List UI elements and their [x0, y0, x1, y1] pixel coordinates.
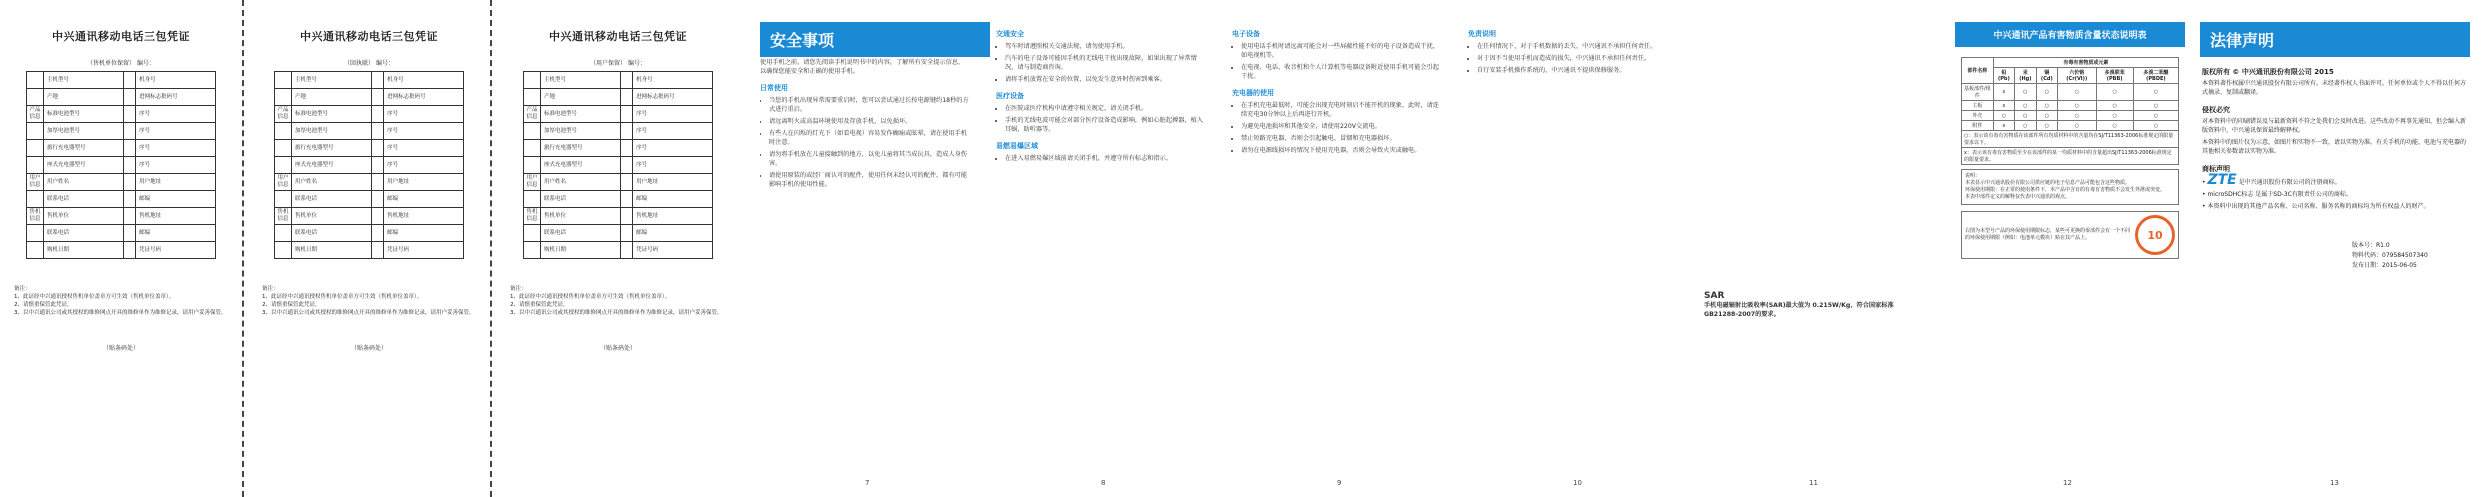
cell: 用户地址	[384, 174, 464, 191]
table-row: 附件 x ○ ○ ○ ○ ○	[1962, 121, 2179, 131]
cell: 加厚电池型号	[541, 123, 621, 140]
cell: 序号	[384, 106, 464, 123]
note: x：表示该有毒有害物质至少在该部件的某一均质材料中的含量超出SJ/T11363-2006标准规定的限量要求。	[1962, 148, 2179, 165]
cell: 用户姓名	[541, 174, 621, 191]
cell: 机身号	[384, 72, 464, 89]
group-label: 售机信息	[27, 208, 44, 225]
cell: 邮编	[136, 191, 216, 208]
note: 3、以中兴通讯公司或其授权的维修网点开具的维修单作为维修记录，请用户妥善保管。	[14, 310, 227, 316]
hazard-page	[1955, 0, 2185, 497]
epup-icon: 10	[2135, 215, 2175, 255]
list-item: • 当您的手机出现异常需要重启时，您可以尝试通过长按电源键约18秒的方式进行重启。	[769, 96, 970, 114]
col-header: 铅(Pb)	[1993, 68, 2014, 84]
cell: 序号	[136, 140, 216, 157]
group-label: 用户信息	[275, 174, 292, 191]
disclaimer-title: 免责说明	[1468, 30, 1496, 38]
notice-title: 侵权必究	[2202, 106, 2230, 114]
note: 备注：	[14, 286, 31, 292]
table-row: 基板部件/组件 x ○ ○ ○ ○ ○	[1962, 84, 2179, 101]
cell: 座式充电器型号	[292, 157, 372, 174]
list-item: • 禁止短路充电器，否则会引起触电、冒烟和充电器损坏。	[1241, 134, 1442, 143]
cell: 联系电话	[541, 225, 621, 242]
cell: 进网标志批码号	[384, 89, 464, 106]
list-item: • 为避免电池损坏和其他安全，请使用220V交流电。	[1241, 122, 1442, 131]
cell: 机身号	[633, 72, 713, 89]
cell: 联系电话	[292, 191, 372, 208]
list-item: • 对于因不当使用手机而造成的损失，中兴通讯不承担任何责任。	[1477, 54, 1678, 63]
group-label: 售机信息	[524, 208, 541, 225]
cell: 邮编	[633, 191, 713, 208]
cell: 主机型号	[541, 72, 621, 89]
page-number: 9	[1337, 479, 1342, 487]
recycle-box	[1961, 211, 2179, 259]
cell: 售机地址	[136, 208, 216, 225]
cell: 标准电池型号	[44, 106, 124, 123]
trademark-item: • ZTE 是中兴通讯股份有限公司的注册商标。	[2202, 172, 2341, 188]
col-header: 六价铬(Cr(VI))	[2057, 68, 2096, 84]
note: 1、此证经中兴通讯授权售机单位盖章方可生效（售机单位盖章）。	[262, 294, 423, 300]
cell: 售机地址	[384, 208, 464, 225]
table-row: 主板 x ○ ○ ○ ○ ○	[1962, 101, 2179, 111]
barcode-label: （贴条码处）	[350, 345, 387, 352]
cell: 加厚电池型号	[292, 123, 372, 140]
cell: 序号	[384, 157, 464, 174]
cell: 序号	[633, 140, 713, 157]
cell: 用户地址	[633, 174, 713, 191]
note: 1、此证经中兴通讯授权售机单位盖章方可生效（售机单位盖章）。	[14, 294, 175, 300]
cell: 购机日期	[292, 242, 372, 259]
cell: 序号	[633, 106, 713, 123]
list-item: • 请将手机放置在安全的位置，以免发生意外时伤害到乘客。	[1005, 75, 1206, 84]
cell: 机身号	[136, 72, 216, 89]
cell: 邮编	[384, 225, 464, 242]
barcode-label: （贴条码处）	[102, 345, 139, 352]
note: 3、以中兴通讯公司或其授权的维修网点开具的维修单作为维修记录，请用户妥善保管。	[510, 310, 723, 316]
trademark-item: • 本资料中出现的其他产品名称、公司名称、服务名称的商标均为所有权益人的财产。	[2202, 203, 2430, 210]
note: 3、以中兴通讯公司或其授权的维修网点开具的维修单作为维修记录，请用户妥善保管。	[262, 310, 475, 316]
voucher-notes	[510, 285, 726, 317]
cell: 序号	[384, 123, 464, 140]
cell: 购机日期	[44, 242, 124, 259]
env-title: 易燃易爆区域	[996, 142, 1038, 150]
voucher-notes	[14, 285, 228, 317]
safety-col-1	[760, 58, 970, 192]
hazard-table	[1961, 57, 2179, 165]
cell: 产地	[541, 89, 621, 106]
cell: 售机单位	[292, 208, 372, 225]
trademark-item: • microSDHC标志 是属于SD-3C有限责任公司的商标。	[2202, 191, 2352, 198]
note: 2、请慎重保管此凭证。	[510, 302, 569, 308]
version: 版本号：R1.0	[2352, 242, 2390, 249]
trademark-text: 本资料中出现的其他产品名称、公司名称、服务名称的商标均为所有权益人的财产。	[2207, 203, 2430, 210]
group-label: 产品信息	[275, 106, 292, 123]
explain-item: 环保使用期限：在正常的使用条件下，本产品中含有的有毒有害物质不会发生外泄或突变。	[1965, 187, 2166, 193]
safety-section	[760, 0, 1940, 497]
cell: 邮编	[384, 191, 464, 208]
cell: 座式充电器型号	[541, 157, 621, 174]
sar-text: 手机电磁辐射比吸收率(SAR)最大值为 0.215W/Kg，符合国家标准GB21288-2007的要求。	[1704, 302, 1894, 318]
safety-col-4	[1468, 22, 1678, 78]
voucher-copy-label: （用户保留） 编号：	[590, 60, 646, 67]
list-item: • 在进入易燃易爆区域前请关闭手机，并遵守所有标志和指示。	[1005, 154, 1206, 163]
cell: 凭证号码	[384, 242, 464, 259]
cell: 序号	[384, 140, 464, 157]
col-header: 汞(Hg)	[2014, 68, 2036, 84]
list-item: • 有些人在闪烁的灯光下（如看电视）容易发作癫痫或眩晕，请在使用手机时注意。	[769, 129, 970, 147]
copyright-text: 本资料著作权属中兴通讯股份有限公司所有。未经著作权人书面许可，任何单位或个人不得以任何方式摘录、复制或翻译。	[2202, 80, 2467, 96]
legal-title: 法律声明	[2200, 22, 2470, 57]
list-item: • 在电视、电话、收音机和个人计算机等电器设备附近使用手机可能会引起干扰。	[1241, 63, 1442, 81]
voucher-title: 中兴通讯移动电话三包凭证	[300, 30, 438, 43]
cell: 用户地址	[136, 174, 216, 191]
group-label: 用户信息	[524, 174, 541, 191]
subhead: 有毒有害物质或元素	[1993, 58, 2178, 68]
cell: 标准电池型号	[541, 106, 621, 123]
legal-page	[2200, 0, 2470, 497]
electronic-title: 电子设备	[1232, 30, 1260, 38]
cell: 联系电话	[541, 191, 621, 208]
cell: 序号	[136, 106, 216, 123]
cell: 用户姓名	[44, 174, 124, 191]
explain-item: 本表显示中兴通讯股份有限公司供应链的电子信息产品可能包含这些物质。	[1965, 180, 2131, 186]
note: 备注：	[510, 286, 527, 292]
page-number: 7	[865, 479, 870, 487]
list-item: • 请远离明火或高温环境使用及存放手机，以免损坏。	[769, 117, 970, 126]
cell: 售机地址	[633, 208, 713, 225]
list-item: • 汽车的电子设备可能因手机的无线电干扰出现故障，如果出现了异常情况，请与制造商咨询。	[1005, 54, 1206, 72]
cell: 序号	[633, 123, 713, 140]
list-item: • 在手机充电最低时，可能会出现充电时刻启不能开机的现象，此时，请连续充电30分钟以上后再进行开机。	[1241, 101, 1442, 119]
cell: 进网标志批码号	[633, 89, 713, 106]
note: ○：表示该有毒有害物质在该部件所有均质材料中的含量均在SJ/T11363-2006标准规定的限量要求以下。	[1962, 131, 2179, 148]
cell: 序号	[136, 123, 216, 140]
list-item: • 请勿将手机放在儿童接触到的地方，以免儿童将其当成玩具，造成人身伤害。	[769, 150, 970, 168]
cell: 联系电话	[292, 225, 372, 242]
cell: 邮编	[633, 225, 713, 242]
list-item: • 请使用原装的或经厂商认可的配件，使用任何未经认可的配件，都有可能影响手机的使用性能。	[769, 171, 970, 189]
list-item: • 手机的无线电波可能会对部分医疗设备造成影响，例如心脏起搏器，植入耳蜗，助听器等。	[1005, 116, 1206, 134]
voucher-table	[274, 71, 464, 259]
medical-title: 医疗设备	[996, 92, 1024, 100]
voucher-copy-label: （售机单位保留） 编号：	[87, 60, 155, 67]
cell: 凭证号码	[633, 242, 713, 259]
cell: 序号	[136, 157, 216, 174]
voucher-title: 中兴通讯移动电话三包凭证	[549, 30, 687, 43]
explain-item: 本表中部件定义的解释仅代表中兴通讯的观点。	[1965, 194, 2071, 200]
note: 2、请慎重保管此凭证。	[14, 302, 73, 308]
barcode-label: （贴条码处）	[599, 345, 636, 352]
sar-title: SAR	[1704, 291, 1725, 301]
cell: 售机单位	[541, 208, 621, 225]
col-header: 多溴联苯(PBB)	[2096, 68, 2133, 84]
copyright-title: 版权所有 © 中兴通讯股份有限公司 2015	[2202, 68, 2334, 76]
voucher-panel-3	[496, 0, 740, 497]
voucher-title: 中兴通讯移动电话三包凭证	[52, 30, 190, 43]
group-label: 售机信息	[275, 208, 292, 225]
cell: 凭证号码	[136, 242, 216, 259]
trademark-text: 是中兴通讯股份有限公司的注册商标。	[2238, 179, 2341, 186]
safety-title: 安全事项	[760, 22, 990, 57]
list-item: • 驾车时请遵照相关交通法规，请勿使用手机。	[1005, 42, 1206, 51]
note: 1、此证经中兴通讯授权售机单位盖章方可生效（售机单位盖章）。	[510, 294, 671, 300]
cell: 购机日期	[541, 242, 621, 259]
notice-text: 对本资料中的印刷错误及与最新资料不符之处我们会及时改进。这些改动不再事先通知，但会编入新版资料中，中兴通讯保留最终解释权。	[2202, 118, 2467, 134]
list-item: • 使用电话手机时请远离可能会对一些屏蔽性能不好的电子设备造成干扰，如电视机等。	[1241, 42, 1442, 60]
recycle-note: 右图为本型号产品的环保使用期限标志，某些可更换的零部件会有一个不同的环保使用期限（例如：电池单元模块）贴在其产品上。	[1965, 228, 2131, 241]
cell: 邮编	[136, 225, 216, 242]
voucher-copy-label: （回执联） 编号：	[344, 60, 394, 67]
list-item: • 在任何情况下，对于手机数据的丢失，中兴通讯不承担任何责任。	[1477, 42, 1678, 51]
cell: 产地	[44, 89, 124, 106]
daily-title: 日常使用	[760, 84, 788, 92]
page-number: 12	[2063, 479, 2072, 487]
voucher-table	[523, 71, 713, 259]
trademark-title: 商标声明	[2202, 165, 2230, 173]
cell: 主机型号	[292, 72, 372, 89]
cell: 旅行充电器型号	[541, 140, 621, 157]
cell: 产地	[292, 89, 372, 106]
cell: 联系电话	[44, 191, 124, 208]
explain-title: 说明：	[1965, 173, 1981, 179]
release-date: 发布日期：2015-06-05	[2352, 262, 2417, 269]
col-header: 镉(Cd)	[2036, 68, 2057, 84]
col-header: 多溴二苯醚(PBDE)	[2133, 68, 2178, 84]
list-item: • 请勿在电源线损坏的情况下使用充电器，否则会导致火灾或触电。	[1241, 146, 1442, 155]
safety-col-5	[1704, 22, 1914, 322]
page-number: 11	[1809, 479, 1818, 487]
group-label: 用户信息	[27, 174, 44, 191]
note: 备注：	[262, 286, 279, 292]
cell: 主机型号	[44, 72, 124, 89]
list-item: • 自行安装手机操作系统的，中兴通讯不提供保修服务。	[1477, 66, 1678, 75]
voucher-table	[26, 71, 216, 259]
cell: 联系电话	[44, 225, 124, 242]
traffic-title: 交通安全	[996, 30, 1024, 38]
col-header: 部件名称	[1962, 58, 1994, 84]
cell: 旅行充电器型号	[292, 140, 372, 157]
trademark-text: microSDHC标志 是属于SD-3C有限责任公司的商标。	[2207, 191, 2352, 198]
group-label: 产品信息	[27, 106, 44, 123]
note: 2、请慎重保管此凭证。	[262, 302, 321, 308]
cell: 加厚电池型号	[44, 123, 124, 140]
cell: 座式充电器型号	[44, 157, 124, 174]
group-label: 产品信息	[524, 106, 541, 123]
cell: 用户姓名	[292, 174, 372, 191]
cell: 进网标志批码号	[136, 89, 216, 106]
page-number: 10	[1573, 479, 1582, 487]
safety-col-2	[996, 22, 1206, 166]
hazard-title: 中兴通讯产品有害物质含量状态说明表	[1955, 22, 2185, 47]
charge-title: 充电器的使用	[1232, 89, 1274, 97]
notice-text-2: 本资料中的图片仅为示意，如图片和实物不一致，请以实物为准。有关手机的功能、电池与充电器的其他相关参数请以实物为准。	[2202, 139, 2467, 155]
safety-col-3	[1232, 22, 1442, 158]
zte-logo-icon: ZTE	[2207, 172, 2237, 188]
cell: 旅行充电器型号	[44, 140, 124, 157]
page-number: 13	[2330, 479, 2339, 487]
safety-intro: 使用手机之前，请您先阅读手机说明书中的内容，了解所有安全提示信息，以确保您能安全和正确的使用手机。	[760, 59, 965, 75]
cell: 售机单位	[44, 208, 124, 225]
table-row: 外壳 ○ ○ ○ ○ ○ ○	[1962, 111, 2179, 121]
cell: 序号	[633, 157, 713, 174]
material-code: 物料代码：079584507340	[2352, 252, 2428, 259]
cell: 标准电池型号	[292, 106, 372, 123]
version-block	[2352, 241, 2468, 271]
page-number: 8	[1101, 479, 1106, 487]
voucher-notes	[262, 285, 476, 317]
list-item: • 在医院或医疗机构中请遵守相关规定，请关闭手机。	[1005, 104, 1206, 113]
voucher-panel-1	[0, 0, 244, 497]
explain-box	[1961, 169, 2179, 205]
voucher-panel-2	[248, 0, 492, 497]
